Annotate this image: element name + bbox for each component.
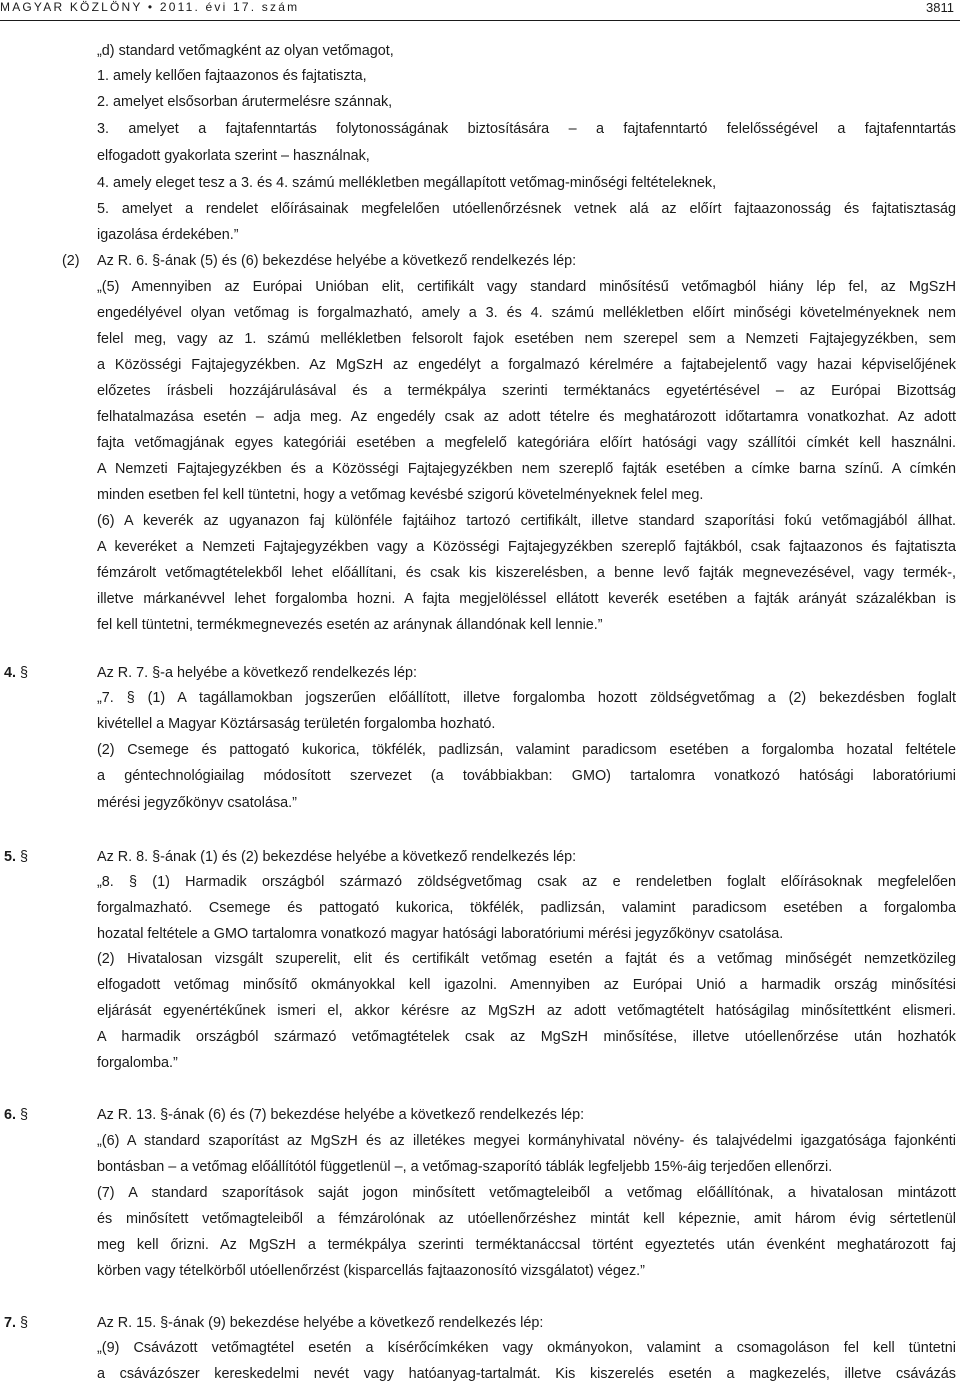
section-sign: § — [20, 849, 29, 865]
text-line — [97, 900, 956, 917]
text-line-content: felhatalmazása esetén – adja meg. Az engedély csak az adott tételre és meghatározott időtartamra vonatkozhat. Az adott — [97, 409, 956, 425]
text-line — [97, 331, 956, 348]
text-line-content: „7. § (1) A tagállamokban jogszerűen előállított, illetve forgalomba hozott zöldségvetőmag a (2) bekezdésben foglalt — [97, 690, 956, 706]
text-line-content: (2) Csemege és pattogató kukorica, tökfélék, padlizsán, valamint paradicsom esetében a forgalomba hozatal feltétele — [97, 742, 956, 758]
text-line — [97, 121, 956, 138]
text-line-content: A keveréket a Nemzeti Fajtajegyzékben vagy a Közösségi Fajtajegyzékben szereplő fajtákból, csak fajtaazonos és fajtatiszta — [97, 539, 956, 555]
text-line-content: előzetes írásbeli hozzájárulásával és a termékpálya szerinti terméktanács egyetértésével – az Európai Bizottság — [97, 383, 956, 399]
text-line: igazolása érdekében.” — [97, 227, 239, 243]
text-line: kivétellel a Magyar Köztársaság területén forgalomba hozható. — [97, 716, 496, 732]
text-line-content: A harmadik országból származó vetőmagtételek csak az MgSzH minősítése, illetve utóellenőrzése után hozhatók — [97, 1029, 956, 1045]
text-line — [97, 1237, 956, 1254]
journal-title: MAGYAR KÖZLÖNY • 2011. évi 17. szám — [0, 0, 300, 14]
text-line — [97, 1211, 956, 1228]
text-line — [97, 1003, 956, 1020]
text-line — [97, 305, 956, 322]
text-line-content: 5. amelyet a rendelet előírásainak megfelelően utóellenőrzésnek vetnek alá az előírt fajtaazonosság és fajtatisztaság — [97, 201, 956, 217]
text-line-content: felel meg, vagy az 1. számú mellékletben felsorolt fajok esetében nem szerepel sem a Nemzeti Fajtajegyzékben, sem — [97, 331, 956, 347]
text-line: elfogadott gyakorlata szerint – használnak, — [97, 148, 370, 164]
text-line — [97, 1133, 956, 1150]
text-line-content: (7) A standard szaporítások saját jogon minősített vetőmagteleiből a vetőmag előállítónak, a hivatalosan mintázott — [97, 1185, 956, 1201]
text-line: Az R. 8. §-ának (1) és (2) bekezdése helyébe a következő rendelkezés lép: — [97, 849, 577, 865]
text-line — [97, 513, 956, 530]
section-number: 4. — [4, 665, 17, 681]
text-line — [97, 461, 956, 478]
text-line: bontásban – a vetőmag előállítótól függetlenül –, a vetőmag-szaporító táblák legfeljebb 15%-áig terjedően ellenőrzi. — [97, 1159, 833, 1175]
text-line — [97, 591, 956, 608]
text-line-content: „(5) Amennyiben az Európai Unióban elit, certifikált vagy standard minősítésű vetőmagból hiány lép fel, az MgSzH — [97, 279, 956, 295]
page-header — [0, 0, 960, 21]
text-line — [97, 435, 956, 452]
section-sign: § — [20, 1315, 29, 1331]
section-number: 7. — [4, 1315, 17, 1331]
text-line: Az R. 6. §-ának (5) és (6) bekezdése helyébe a következő rendelkezés lép: — [97, 253, 577, 269]
text-line-content: elfogadott vetőmag minősítő okmányokkal kell igazolni. Amennyiben az Európai Unió a harmadik ország minősítési — [97, 977, 956, 993]
section-sign: § — [20, 665, 29, 681]
text-line — [97, 951, 956, 968]
text-line-content: fajta vetőmagjának egyes kategóriái esetében a megfelelő kategóriára előírt hatósági vagy szállítói címkét kell használni. — [97, 435, 956, 451]
text-line — [97, 383, 956, 400]
text-line — [97, 742, 956, 759]
text-line — [97, 1366, 956, 1383]
text-line-content: illetve márkanévvel lehet forgalomba hozni. A fajta megjelöléssel ellátott keverék esetében a fajták arányát százalékban is — [97, 591, 956, 607]
text-line — [97, 1340, 956, 1357]
text-line: Az R. 7. §-a helyébe a következő rendelkezés lép: — [97, 665, 417, 681]
section-number: 6. — [4, 1107, 17, 1123]
text-line: 2. amelyet elsősorban árutermelésre szánnak, — [97, 94, 393, 110]
text-line — [97, 565, 956, 582]
text-line — [97, 201, 956, 218]
text-line — [97, 1185, 956, 1202]
text-line-content: a csávázószer kereskedelmi nevét vagy hatóanyag-tartalmát. Kis kiszerelés esetén a magkezelés, illetve csávázás — [97, 1366, 956, 1382]
text-line: 4. amely eleget tesz a 3. és 4. számú mellékletben megállapított vetőmag-minőségi feltételeknek, — [97, 175, 717, 191]
text-line — [97, 357, 956, 374]
text-line-content: fémzárolt vetőmagtételekből lehet előállítani, és csak kis kiszerelésben, a benne levő fajták megnevezésével, vagy termék-, — [97, 565, 956, 581]
text-line: hozatal feltétele a GMO tartalomra vonatkozó magyar hatósági laboratóriumi mérési jegyzőkönyv csatolása. — [97, 926, 784, 942]
text-line — [97, 1029, 956, 1046]
text-line — [97, 279, 956, 296]
text-line-content: a Közösségi Fajtajegyzékben. Az MgSzH az engedélyt a forgalmazó kérelmére a fajtabejelentő vagy hazai képviselőjének — [97, 357, 956, 373]
text-line-content: „(9) Csávázott vetőmagtétel esetén a kísérőcímkéken vagy okmányokon, valamint a csomagoláson fel kell tüntetni — [97, 1340, 956, 1356]
text-line-content: engedélyével olyan vetőmag is forgalmazható, amely a 3. és 4. számú mellékletben előírt minőségi követelményeknek nem — [97, 305, 956, 321]
text-line-content: eljárását egyenértékűnek ismeri el, akkor kérésre az MgSzH az adott vetőmagtételt hatóságilag minősítettként elismeri. — [97, 1003, 956, 1019]
text-line — [97, 690, 956, 707]
text-line: forgalomba.” — [97, 1055, 178, 1071]
text-line — [97, 874, 956, 891]
text-line — [97, 977, 956, 994]
text-line-content: meg kell őrizni. Az MgSzH a termékpálya szerinti terméktanáccsal történt egyeztetés után évenként meghatározott faj — [97, 1237, 956, 1253]
text-line-content: 3. amelyet a fajtafenntartás folytonosságának biztosítására – a fajtafenntartó felelősségével a fajtafenntartás — [97, 121, 956, 137]
text-line-content: (2) Hivatalosan vizsgált szuperelit, elit és certifikált vetőmag esetén a fajtát és a vetőmag minőségét nemzetközileg — [97, 951, 956, 967]
text-line-content: a géntechnológiailag módosított szervezet (a továbbiakban: GMO) tartalomra vonatkozó hatósági laboratóriumi — [97, 768, 956, 784]
text-line: minden esetben fel kell tüntetni, hogy a vetőmag kevésbé szigorú követelményeknek felel meg. — [97, 487, 704, 503]
text-line: „d) standard vetőmagként az olyan vetőmagot, — [97, 43, 394, 59]
text-line: Az R. 13. §-ának (6) és (7) bekezdése helyébe a következő rendelkezés lép: — [97, 1107, 585, 1123]
text-line — [97, 539, 956, 556]
text-line — [97, 409, 956, 426]
text-line-content: (6) A keverék az ugyanazon faj különféle fajtáihoz tartozó certifikált, illetve standard szaporítási fokú vetőmagjából állhat. — [97, 513, 956, 529]
section-number: 5. — [4, 849, 17, 865]
text-line: 1. amely kellően fajtaazonos és fajtatiszta, — [97, 68, 367, 84]
text-line — [97, 768, 956, 785]
text-line-content: „8. § (1) Harmadik országból származó zöldségvetőmag csak az e rendeletben foglalt előírásoknak megfelelően — [97, 874, 956, 890]
text-line-content: A Nemzeti Fajtajegyzékben és a Közösségi Fajtajegyzékben nem szereplő fajták esetében a címke barna színű. A címkén — [97, 461, 956, 477]
text-line: fel kell tüntetni, termékmegnevezés esetén az aránynak állandónak kell lennie.” — [97, 617, 603, 633]
text-line: Az R. 15. §-ának (9) bekezdése helyébe a következő rendelkezés lép: — [97, 1315, 544, 1331]
page-number: 3811 — [926, 0, 954, 15]
text-line-content: forgalmazható. Csemege és pattogató kukorica, tökfélék, padlizsán, valamint paradicsom esetében a forgalomba — [97, 900, 956, 916]
text-line-content: és minősített vetőmagteleiből a fémzárolónak az utóellenőrzéshez mintát kell képeznie, amit három évig sértetlenül — [97, 1211, 956, 1227]
paragraph-number: (2) — [62, 253, 80, 269]
text-line: mérési jegyzőkönyv csatolása.” — [97, 795, 297, 811]
text-line-content: „(6) A standard szaporítást az MgSzH és az illetékes megyei kormányhivatal növény- és talajvédelmi igazgatósága fajonkénti — [97, 1133, 956, 1149]
section-sign: § — [20, 1107, 29, 1123]
text-line: körben vagy tételkörből utóellenőrzést (kisparcellás fajtaazonosító vizsgálatot) végez.” — [97, 1263, 645, 1279]
